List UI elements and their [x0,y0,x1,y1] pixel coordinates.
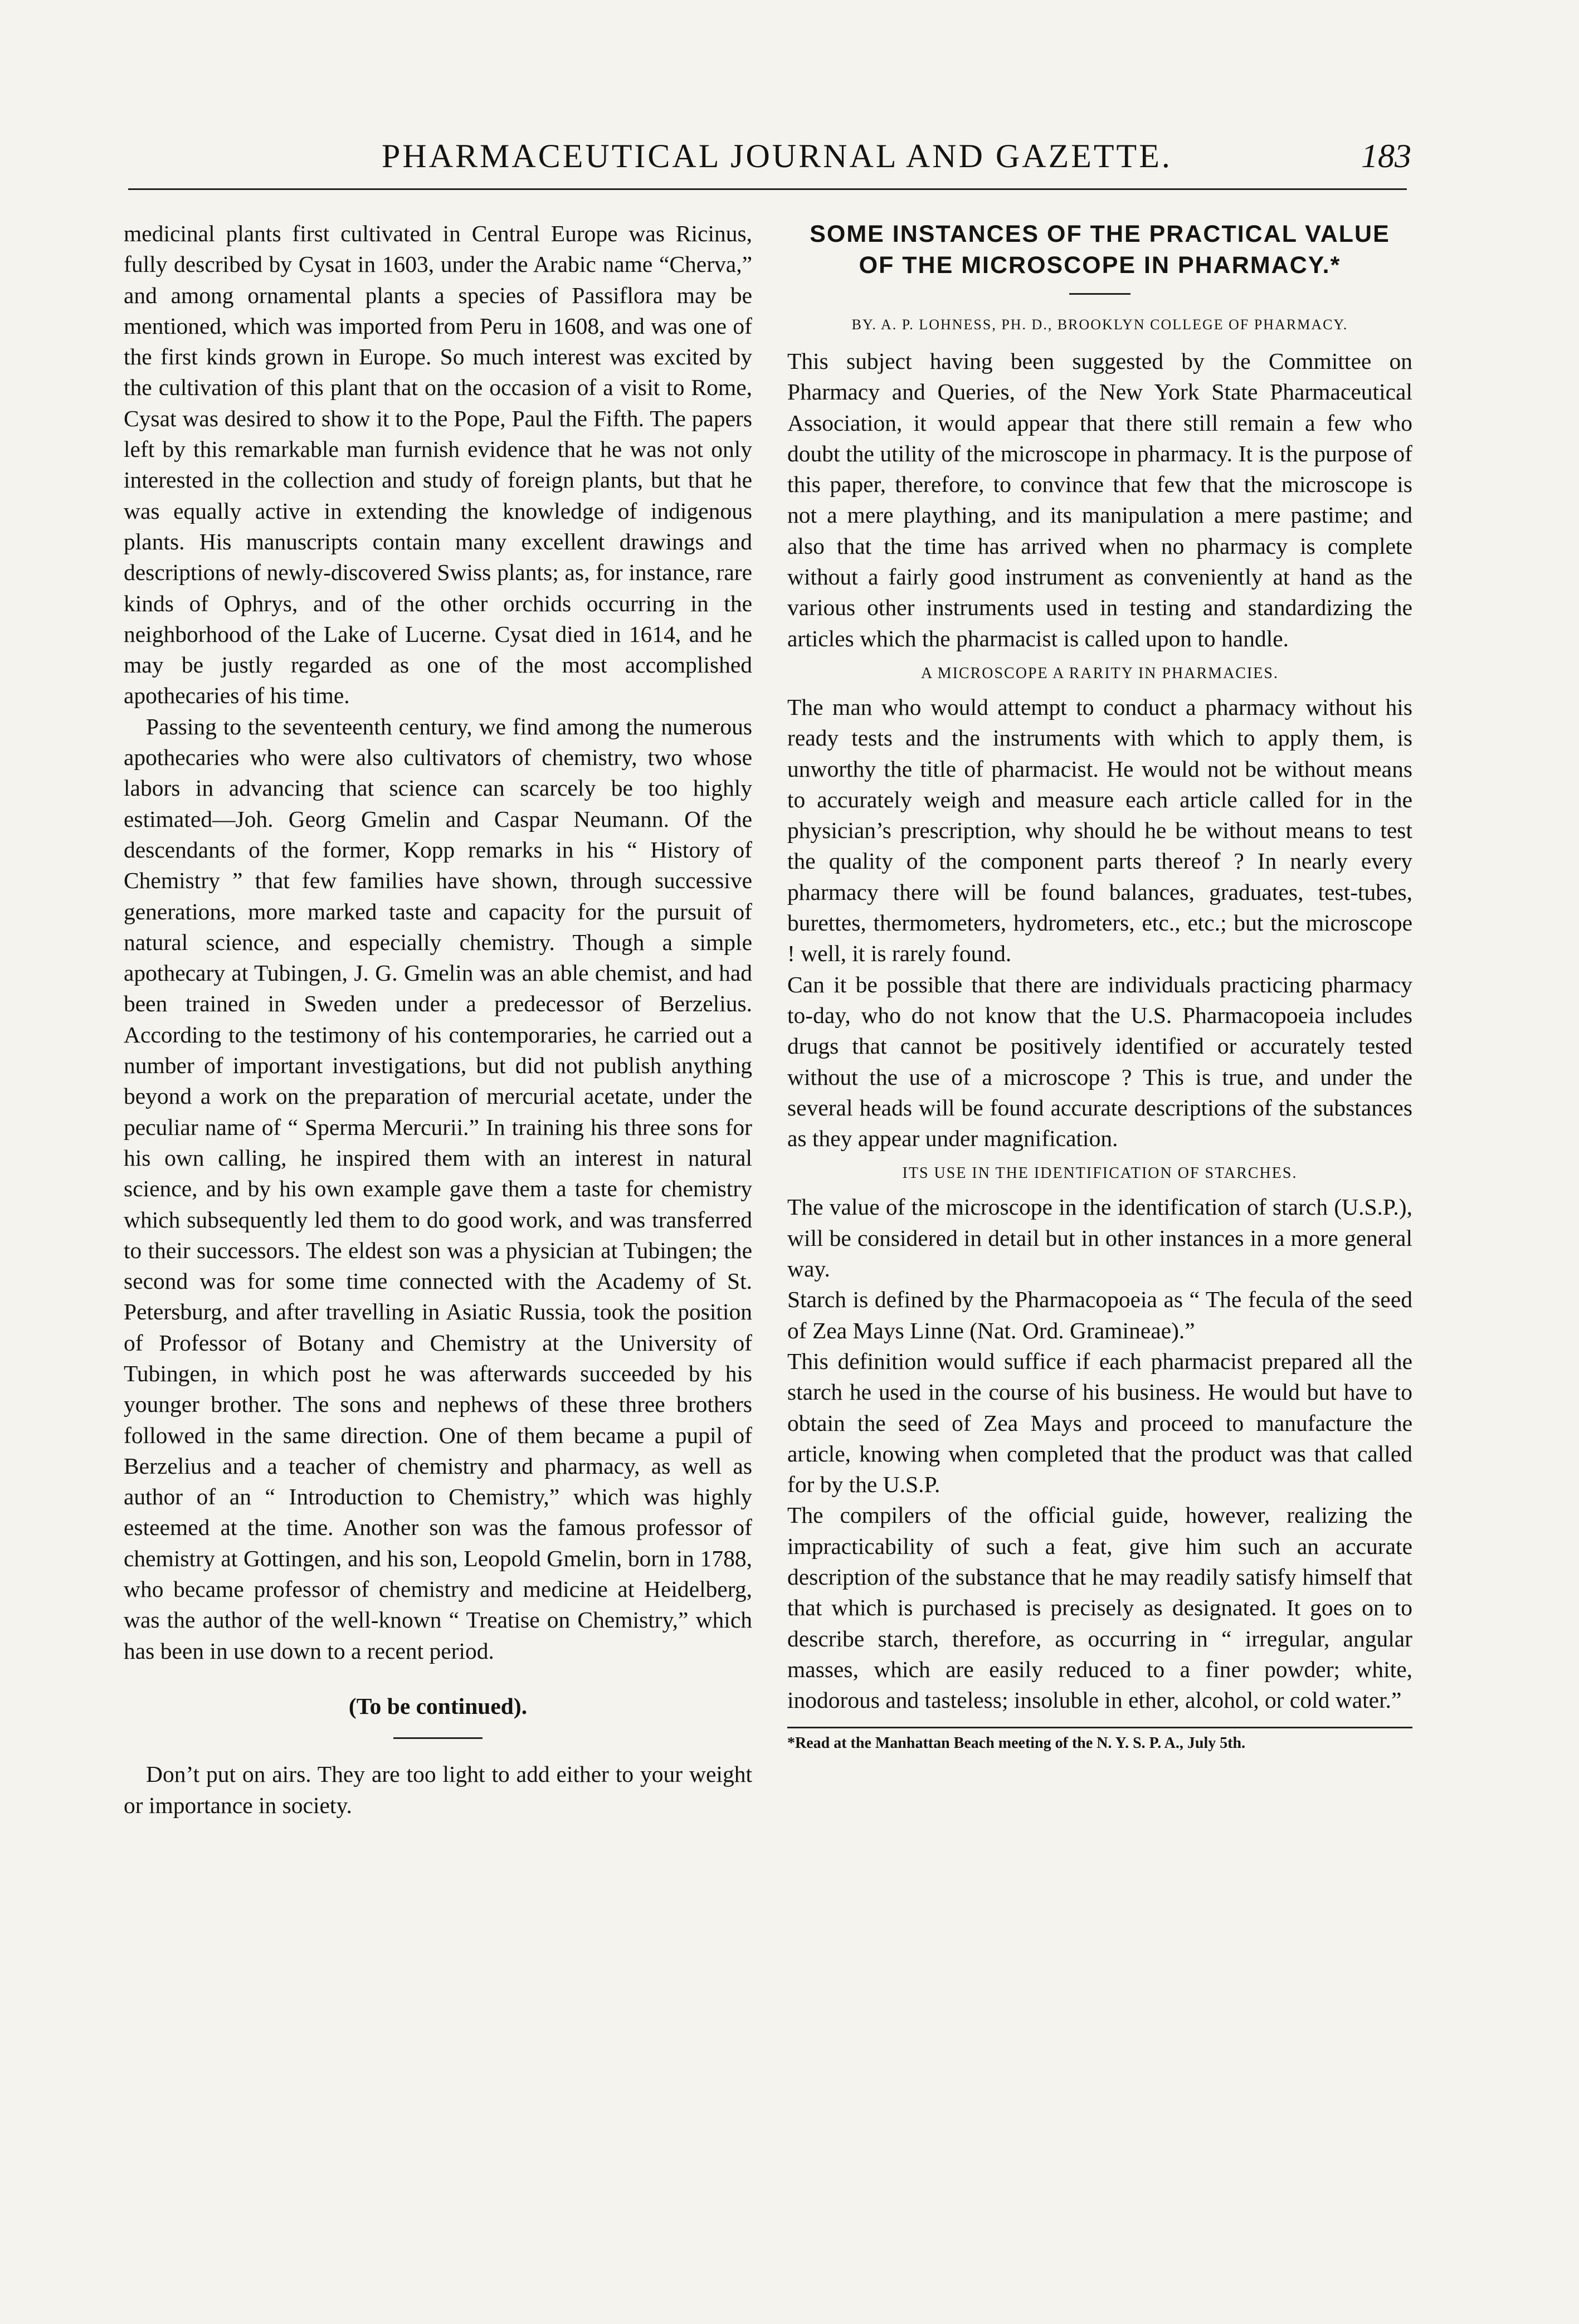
running-header [128,133,1411,186]
section2-paragraph-2: Starch is defined by the Pharmacopoeia as “ The fecula of the seed of Zea Mays Linne (Nat. Ord. Gramineae).” [787,1287,1412,1343]
section1-paragraph-2: Can it be possible that there are individuals practicing pharmacy to-day, who do not know that the U.S. Pharmacopoeia includes drugs that cannot be positively identified or accurately tested without the use of a microscope ? This is true, and under the several heads will be found accurate descriptions of the substances as they appear under magnification. [787,971,1412,1152]
separator-rule [393,1737,483,1739]
running-title: PHARMACEUTICAL JOURNAL AND GAZETTE. [382,138,1172,174]
filler-paragraph: Don’t put on airs. They are too light to add either to your weight or importance in society. [124,1761,752,1818]
left-paragraph-1: medicinal plants first cultivated in Central Europe was Ricinus, fully described by Cysat in 1603, under the Arabic name “Cherva,” and among ornamental plants a species of Passiflora may be mentioned, which was imported from Peru in 1608, and was one of the first kinds grown in Europe. So much interest was excited by the cultivation of this plant that on the occasion of a visit to Rome, Cysat was desired to show it to the Pope, Paul the Fifth. The papers left by this remarkable man furnish evidence that he was not only interested in the collection and study of foreign plants, but that he was equally active in extending the knowledge of indigenous plants. His manuscripts contain many excellent drawings and descriptions of newly-discovered Swiss plants; as, for instance, rare kinds of Ophrys, and of the other orchids occurring in the neighborhood of the Lake of Lucerne. Cysat died in 1614, and he may be justly regarded as one of the most accomplished apothecaries of his time. [124,221,752,709]
left-paragraph-2: Passing to the seventeenth century, we find among the numerous apothecaries who were also cultivators of chemistry, two whose labors in advancing that science can scarcely be too highly estimated—Joh. Georg Gmelin and Caspar Neumann. Of the descendants of the former, Kopp remarks in his “ History of Chemistry ” that few families have shown, through successive generations, more marked taste and capacity for the pursuit of natural science, and especially chemistry. Though a simple apothecary at Tubingen, J. G. Gmelin was an able chemist, and had been trained in Sweden under a predecessor of Berzelius. According to the testimony of his contemporaries, he carried out a number of important investigations, but did not publish anything beyond a work on the preparation of mercurial acetate, under the peculiar name of “ Sperma Mercurii.” In training his three sons for his own calling, he inspired them with an interest in natural science, and by his own example gave them a taste for chemistry which subsequently led them to do good work, and was transferred to their successors. The eldest son was a physician at Tubingen; the second was for some time connected with the Academy of St. Petersburg, and after travelling in Asiatic Russia, took the position of Professor of Botany and Chemistry at the University of Tubingen, in which post he was afterwards succeeded by his younger brother. The sons and nephews of these three brothers followed in the same direction. One of them became a pupil of Berzelius and a teacher of chemistry and pharmacy, as well as author of an “ Introduction to Chemistry,” which was highly esteemed at the time. Another son was the famous professor of chemistry at Gottingen, and his son, Leopold Gmelin, born in 1788, who became professor of chemistry and medicine at Heidelberg, was the author of the well-known “ Treatise on Chemistry,” which has been in use down to a recent period. [124,713,752,1664]
section2-paragraph-1: The value of the microscope in the identification of starch (U.S.P.), will be considered in detail but in other instances in a more general way. [787,1194,1412,1282]
to-be-continued: (To be continued). [348,1693,528,1719]
footnote: *Read at the Manhattan Beach meeting of the N. Y. S. P. A., July 5th. [787,1735,1246,1752]
section2-paragraph-4: The compilers of the official guide, however, realizing the impracticability of such a feat, give him such an accurate description of the substance that he may readily satisfy himself that that which is purchased is precisely as designated. It goes on to describe starch, therefore, as occurring in “ irregular, angular masses, which are easily reduced to a finer powder; white, inodorous and tasteless; insoluble in ether, alcohol, or cold water.” [787,1502,1412,1713]
section1-paragraph-1: The man who would attempt to conduct a pharmacy without his ready tests and the instruments with which to apply them, is unworthy the title of pharmacist. He would not be without means to accurately weigh and measure each article called for in the physician’s prescription, why should he be without means to test the quality of the component parts thereof ? In nearly every pharmacy there will be found balances, graduates, test-tubes, burettes, thermometers, hydrometers, etc., etc.; but the microscope ! well, it is rarely found. [787,694,1412,967]
intro-paragraph: This subject having been suggested by the Committee on Pharmacy and Queries, of the New York State Pharmaceutical Association, it would appear that there still remain a few who doubt the utility of the microscope in pharmacy. It is the purpose of this paper, therefore, to convince that few that the microscope is not a mere plaything, and its manipulation a mere pastime; and also that the time has arrived when no pharmacy is complete without a fairly good instrument as conveniently at hand as the various other instruments used in testing and standardizing the articles which the pharmacist is called upon to handle. [787,348,1412,651]
page-number: 183 [1361,138,1411,174]
header-rule [128,188,1407,190]
article-title: SOME INSTANCES OF THE PRACTICAL VALUE OF THE MICROSCOPE IN PHARMACY.* [810,221,1390,279]
section-heading-rarity: A MICROSCOPE A RARITY IN PHARMACIES. [921,664,1279,682]
right-column [787,218,1412,1753]
footnote-rule [787,1727,1412,1728]
title-rule [1069,293,1130,295]
section-heading-starches: ITS USE IN THE IDENTIFICATION OF STARCHES. [902,1165,1298,1182]
section2-paragraph-3: This definition would suffice if each pharmacist prepared all the starch he used in the course of his business. He would but have to obtain the seed of Zea Mays and proceed to manufacture the article, knowing when completed that the product was that called for by the U.S.P. [787,1348,1412,1498]
left-column [124,218,752,1821]
article-byline: BY. A. P. LOHNESS, PH. D., BROOKLYN COLLEGE OF PHARMACY. [851,316,1348,333]
